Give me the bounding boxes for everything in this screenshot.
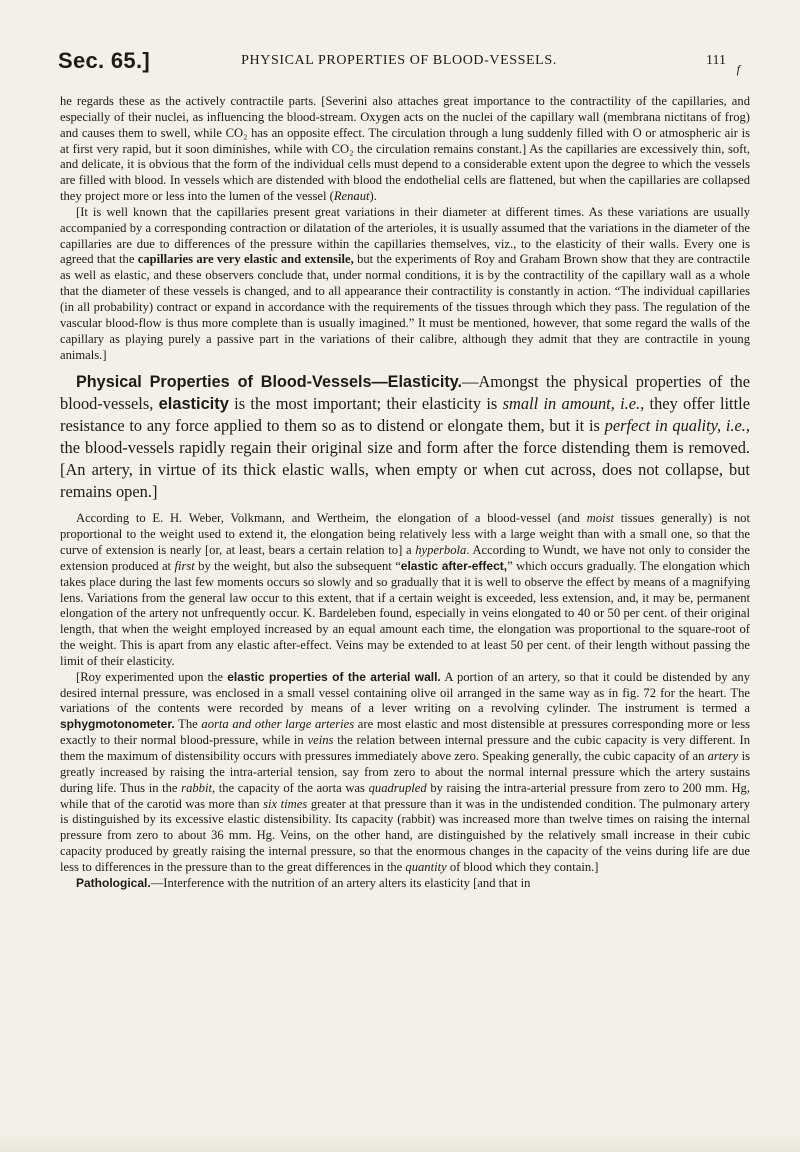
text-run: is greatly increased by raising the intra-arterial tension, say from zero to about the normal internal pressure which the artery sustains during life. Thus in the [60, 749, 750, 795]
text-run: [Roy experimented upon the [76, 669, 228, 684]
text-run: of blood which they contain.] [446, 859, 599, 874]
italic-phrase: rabbit, [181, 780, 216, 795]
text-run: greater at that pressure than it was in the undistended condition. The pulmonary artery is distinguished by its excessive elastic distensibility. Its capacity (rabbit) was increased more than twelve times on raising the internal pressure from zero to about 36 mm. Hg. Veins, on the other hand, are distinguished by the relatively small increase in their cubic capacity produced by greatly raising the internal pressure, so that the enormous changes in the capacity of the veins during life are due less to differences in the pressure than to the great differences in the [60, 796, 750, 874]
citation-renaut: Renaut [333, 189, 370, 204]
text-run: they offer little resistance to any force applied to them so as to distend or elongate them, but it is [60, 394, 750, 436]
paragraph-capillary-contractility [60, 94, 750, 205]
italic-phrase: quantity [405, 859, 447, 874]
page-bottom-edge [0, 1134, 800, 1152]
section-heading: Physical Properties of Blood-Vessels—Elasticity. [76, 373, 463, 392]
italic-word: first [174, 558, 195, 573]
text-run: the blood-vessels rapidly regain their original size and form after the force distending them is removed. [An artery, in virtue of its thick elastic walls, when empty or when cut across, does not collapse, but remains open.] [60, 438, 750, 502]
paragraph-pathological [60, 876, 750, 892]
text-run: the relation between internal pressure and the cubic capacity is very different. In them the maximum of distensibility occurs with pressures immediately above zero. Speaking generally, the cubic capacity of an [60, 733, 750, 763]
text-run: are most elastic and most distensible at pressures corresponding more or less exactly to their normal blood-pressure, while in [60, 717, 751, 748]
text-run: ). [369, 189, 377, 204]
running-header [58, 48, 740, 78]
key-term: elasticity [158, 395, 229, 414]
italic-phrase: quadrupled [368, 780, 427, 795]
text-run: the capacity of the aorta was [215, 780, 369, 795]
text-run: he regards these as the actively contractile parts. [Severini also attaches great importance to the contractility of the capillaries, and especially of their nuclei, as influencing the blood-stream. Oxygen acts on the nuclei of the capillary wall (membrana nictitans of frog) and causes them to swell, while CO₂ has an opposite effect. The circulation through a lung suddenly filled with O or atmospheric air is at first very rapid, but it soon diminishes, while with CO₂ the circulation remains constant.] As the capillaries are excessively thin, soft, and delicate, it is obvious that the form of the individual cells must depend to a considerable extent upon the degree to which the vessels are filled with blood. In vessels which are distended with blood the endothelial cells are flattened, but when the capillaries are collapsed they project more or less into the lumen of the vessel ( [60, 94, 750, 204]
italic-word: hyperbola [415, 543, 467, 558]
italic-phrase: small in amount, i.e., [502, 394, 645, 414]
italic-phrase: artery [707, 749, 739, 763]
page-number: 111 [706, 53, 726, 68]
text-run: but the experiments of Roy and Graham Brown show that they are contractile as well as elastic, and these observers conclude that, under normal conditions, it is by the contractility of the capillary wall as a whole that the diameter of these vessels is changed, and to all appearance their contractility is constantly in action. “The individual capillaries (in all probability) contract or expand in accordance with the requirements of the tissues through which they pass. The regulation of the vascular blood-flow is thus more complete than is usually imagined.” It must be mentioned, however, that some regard the walls of the capillary as playing purely a passive part in the variations of their calibre, although they admit that they are contractile in young animals.] [60, 252, 750, 362]
pathological-label: Pathological. [76, 875, 151, 890]
paragraph-elongation [60, 511, 750, 669]
italic-word: moist [586, 511, 614, 526]
text-run: is the most important; their elasticity is [228, 394, 503, 414]
text-run: tissues generally) is not proportional to the weight used to extend it, the elongation being relatively less with a large weight than with a small one, so that the curve of extension is nearly [or, at least, bears a certain relation to] a [60, 511, 750, 558]
bold-phrase: capillaries are very elastic and extensile, [137, 252, 354, 267]
text-run: According to E. H. Weber, Volkmann, and Wertheim, the elongation of a blood-vessel (and [76, 511, 587, 526]
bold-phrase: sphygmotonometer. [60, 717, 175, 732]
italic-phrase: veins [307, 733, 334, 748]
section-label: Sec. 65.] [58, 48, 150, 73]
bold-phrase: elastic after-effect, [400, 558, 508, 573]
page-body [60, 94, 750, 892]
text-run: The [174, 717, 202, 732]
running-title: PHYSICAL PROPERTIES OF BLOOD-VESSELS. [241, 53, 557, 68]
text-run: by the weight, but also the subsequent “ [194, 558, 401, 573]
text-run: A portion of an artery, so that it could be distended by any desired internal pressure, was enclosed in a small vessel containing olive oil arranged in the same way as in fig. 72 for the heart. The variations of the contents were recorded by means of a lever writing on a revolving cylinder. The instrument is termed a [60, 669, 751, 716]
text-run: —Interference with the nutrition of an artery alters its elasticity [and that in [150, 875, 531, 890]
text-run: [It is well known that the capillaries present great variations in their diameter at different times. As these variations are usually accompanied by a corresponding contraction or dilatation of the arterioles, it is usually assumed that the variations in the diameter of the capillaries are due to differences of the pressure within the capillaries themselves, viz., to the elasticity of their walls. Every one is agreed that the [60, 204, 750, 267]
bold-phrase: elastic properties of the arterial wall. [227, 669, 441, 684]
text-run: —Amongst the physical properties of the blood-vessels, [60, 372, 750, 414]
text-run: by raising the intra-arterial pressure from zero to 200 mm. Hg, while that of the carotid was more than [60, 780, 750, 811]
section-heading-paragraph [60, 371, 750, 503]
corner-mark: f [736, 62, 740, 76]
text-run: . According to Wundt, we have not only to consider the extension produced at [60, 543, 750, 573]
paragraph-capillary-variations [60, 205, 750, 363]
italic-phrase: six times [263, 796, 308, 811]
paragraph-arterial-wall [60, 670, 750, 876]
italic-phrase: aorta and other large arteries [201, 717, 355, 732]
text-run: ” which occurs gradually. The elongation which takes place during the last few moments occurs so slowly and so gradually that it is well to observe the effect by means of a magnifying lens. Variations from the general law occur to this extent, that if a certain weight is exceeded, less extension, and, it may be, permanent elongation of the artery not unfrequently occur. K. Bardeleben found, especially in veins elongated to 40 or 50 per cent. of their original length, that when the weight employed increased by an equal amount each time, the elongation was proportional to the square-root of the weight. This is apart from any elastic after-effect. Veins may be extended to at least 50 per cent. of their length without passing the limit of their elasticity. [60, 558, 750, 668]
italic-phrase: perfect in quality, i.e., [604, 416, 750, 436]
